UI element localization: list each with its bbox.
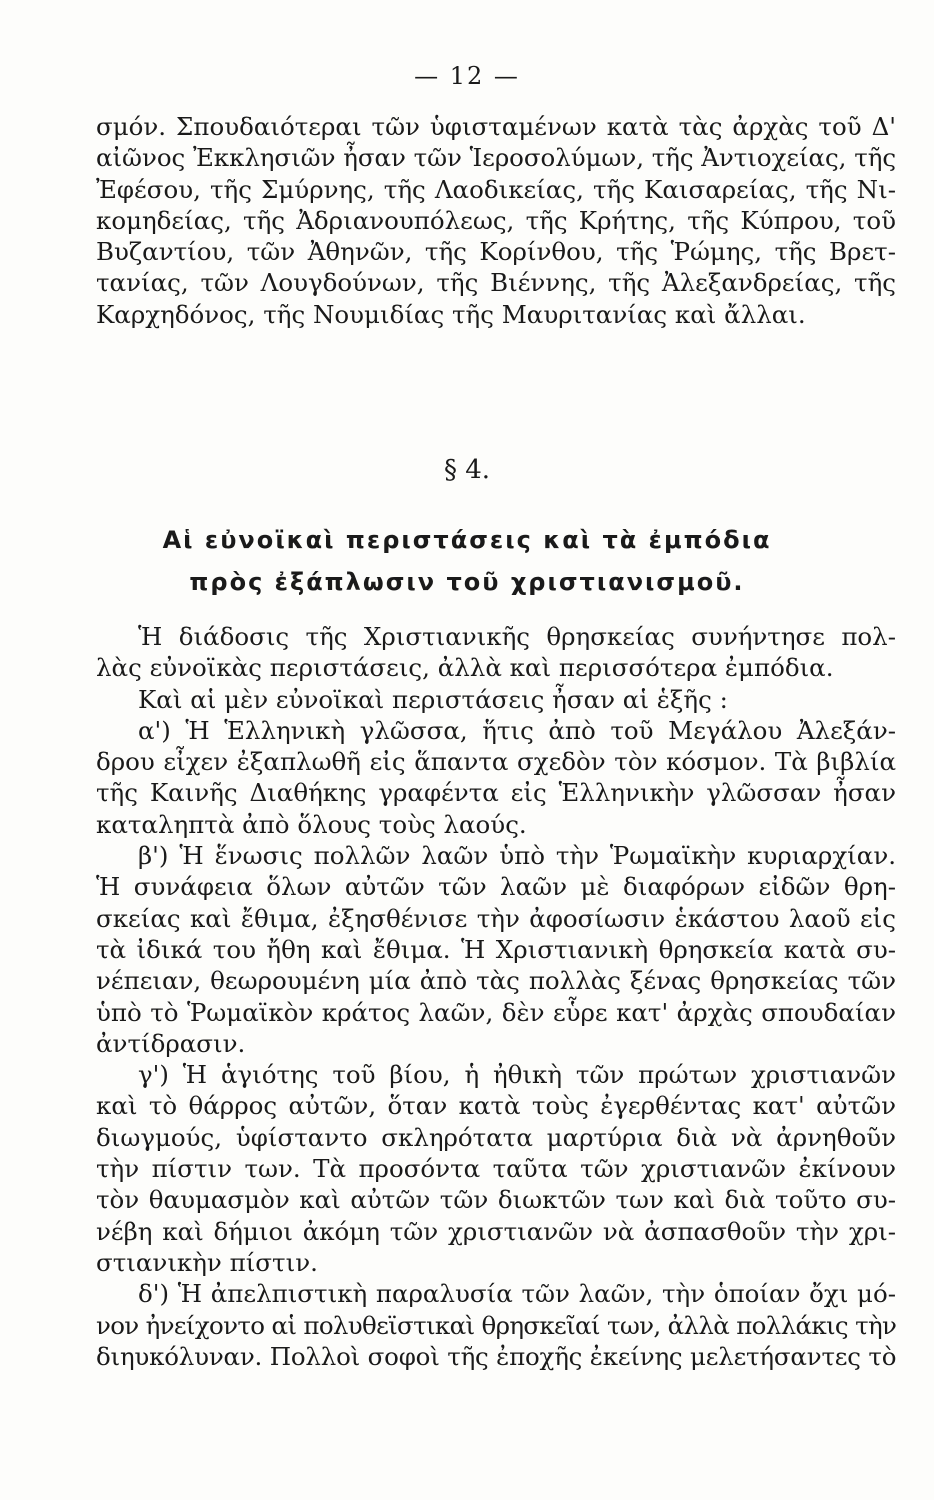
text-line: τὰ ἰδικά του ἤθη καὶ ἔθιμα. Ἡ Χριστιανικὴ θρησκεία κατὰ συ-	[96, 934, 896, 964]
text-line: Ἡ συνάφεια ὅλων αὐτῶν τῶν λαῶν μὲ διαφόρων εἰδῶν θρη-	[96, 872, 896, 902]
section-body	[96, 621, 896, 1372]
text-line: καταληπτὰ ἀπὸ ὅλους τοὺς λαούς.	[96, 809, 527, 839]
text-line: α') Ἡ Ἑλληνικὴ γλῶσσα, ἥτις ἀπὸ τοῦ Μεγάλου Ἀλεξάν-	[138, 715, 896, 745]
text-line: διηυκόλυναν. Πολλοὶ σοφοὶ τῆς ἐποχῆς ἐκείνης μελετήσαντες τὸ	[96, 1341, 897, 1371]
text-line: κομηδείας, τῆς Ἀδριανουπόλεως, τῆς Κρήτης, τῆς Κύπρου, τοῦ	[96, 205, 896, 235]
page-number: — 12 —	[414, 62, 520, 90]
section-number: § 4.	[443, 455, 491, 485]
text-line: νέβη καὶ δήμιοι ἀκόμη τῶν χριστιανῶν νὰ ἀσπασθοῦν τὴν χρι-	[96, 1216, 896, 1246]
text-line: διωγμούς, ὑφίσταντο σκληρότατα μαρτύρια διὰ νὰ ἀρνηθοῦν	[96, 1122, 896, 1152]
text-line: τὸν θαυμασμὸν καὶ αὐτῶν τῶν διωκτῶν των καὶ διὰ τοῦτο συ-	[96, 1185, 896, 1215]
text-line: νον ἠνείχοντο αἱ πολυθεϊστικαὶ θρησκεῖαί των, ἀλλὰ πολλάκις τὴν	[96, 1310, 897, 1340]
text-line: νέπειαν, θεωρουμένη μία ἀπὸ τὰς πολλὰς ξένας θρησκείας τῶν	[96, 966, 896, 996]
text-line: αἰῶνος Ἐκκλησιῶν ἦσαν τῶν Ἱεροσολύμων, τῆς Ἀντιοχείας, τῆς	[96, 143, 896, 173]
text-line: ὑπὸ τὸ Ῥωμαϊκὸν κράτος λαῶν, δὲν εὗρε κατ' ἀρχὰς σπουδαίαν	[96, 997, 896, 1027]
text-line: β') Ἡ ἕνωσις πολλῶν λαῶν ὑπὸ τὴν Ῥωμαϊκὴν κυριαρχίαν.	[138, 841, 896, 871]
text-line: γ') Ἡ ἁγιότης τοῦ βίου, ἡ ἠθικὴ τῶν πρώτων χριστιανῶν	[138, 1060, 896, 1090]
text-line: τανίας, τῶν Λουγδούνων, τῆς Βιέννης, τῆς Ἀλεξανδρείας, τῆς	[96, 268, 896, 298]
intro-paragraph	[96, 111, 896, 330]
text-line: σκείας καὶ ἔθιμα, ἐξησθένισε τὴν ἀφοσίωσιν ἑκάστου λαοῦ εἰς	[96, 903, 896, 933]
text-line: δ') Ἡ ἀπελπιστικὴ παραλυσία τῶν λαῶν, τὴν ὁποίαν ὄχι μό-	[138, 1279, 896, 1309]
text-line: ἀντίδρασιν.	[96, 1028, 246, 1058]
text-line: Ἡ διάδοσις τῆς Χριστιανικῆς θρησκείας συνήντησε πολ-	[138, 622, 896, 651]
section-heading-line-2: πρὸς ἐξάπλωσιν τοῦ χριστιανισμοῦ.	[189, 568, 745, 596]
text-line: Ἐφέσου, τῆς Σμύρνης, τῆς Λαοδικείας, τῆς Καισαρείας, τῆς Νι-	[96, 174, 896, 204]
text-line: λὰς εὐνοϊκὰς περιστάσεις, ἀλλὰ καὶ περισσότερα ἐμπόδια.	[96, 653, 834, 683]
text-line: Καρχηδόνος, τῆς Νουμιδίας τῆς Μαυριτανίας καὶ ἄλλαι.	[96, 299, 806, 329]
text-line: τῆς Καινῆς Διαθήκης γραφέντα εἰς Ἑλληνικὴν γλῶσσαν ἦσαν	[96, 778, 896, 808]
text-line: στιανικὴν πίστιν.	[96, 1247, 318, 1277]
text-line: σμόν. Σπουδαιότεραι τῶν ὑφισταμένων κατὰ τὰς ἀρχὰς τοῦ Δ'	[96, 112, 896, 141]
text-line: καὶ τὸ θάρρος αὐτῶν, ὅταν κατὰ τοὺς ἐγερθέντας κατ' αὐτῶν	[96, 1091, 896, 1121]
section-heading-line-1: Αἱ εὐνοϊκαὶ περιστάσεις καὶ τὰ ἐμπόδια	[162, 526, 772, 554]
text-line: δρου εἶχεν ἐξαπλωθῆ εἰς ἅπαντα σχεδὸν τὸν κόσμον. Τὰ βιβλία	[96, 747, 896, 777]
text-line: τὴν πίστιν των. Τὰ προσόντα ταῦτα τῶν χριστιανῶν ἐκίνουν	[96, 1154, 896, 1184]
text-line: Βυζαντίου, τῶν Ἀθηνῶν, τῆς Κορίνθου, τῆς Ῥώμης, τῆς Βρετ-	[96, 237, 896, 267]
text-line: Καὶ αἱ μὲν εὐνοϊκαὶ περιστάσεις ἦσαν αἱ ἑξῆς :	[138, 684, 728, 714]
